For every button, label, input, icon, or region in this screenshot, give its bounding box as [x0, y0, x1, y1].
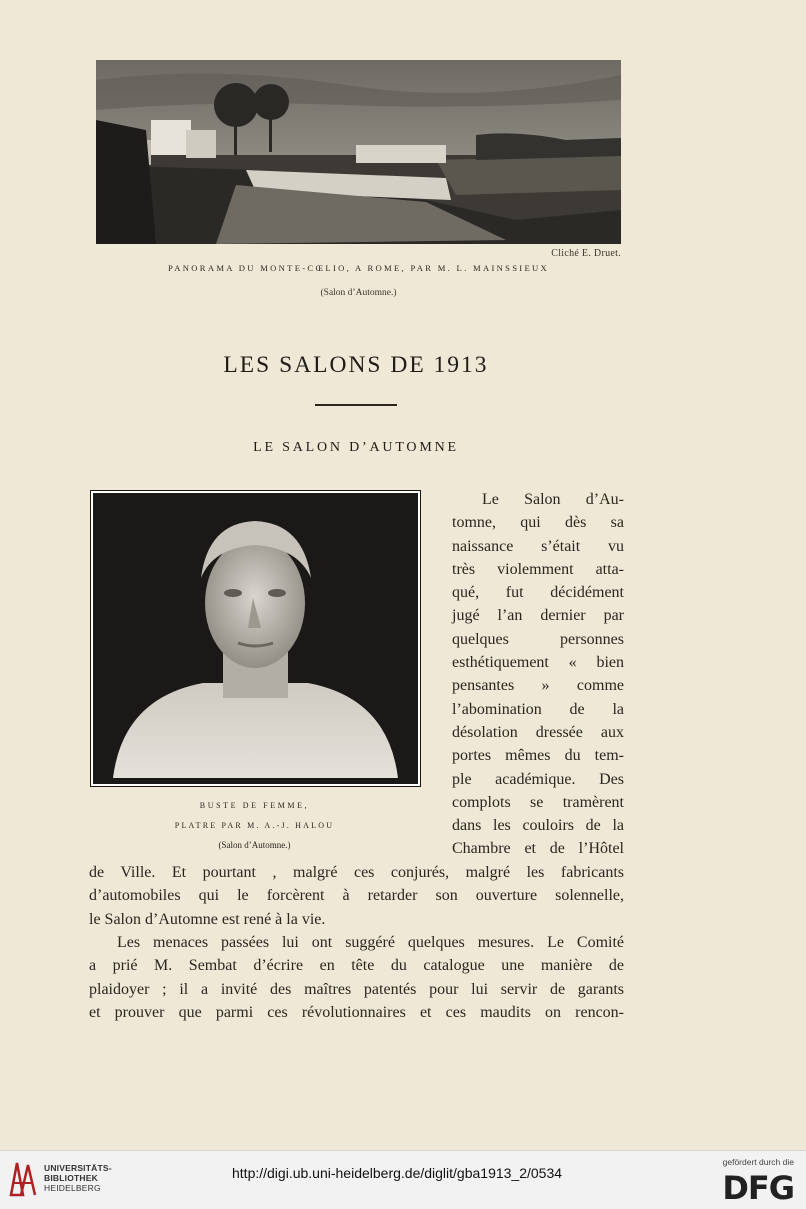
text-line: d’automobiles qui le forcèrent à retarder son ouverture solennelle, — [89, 887, 624, 905]
article-title: LES SALONS DE 1913 — [223, 352, 489, 378]
text-line: pensantes » comme — [452, 677, 624, 695]
text-line: qué, fut décidément — [452, 584, 624, 602]
landscape-caption-source: (Salon d’Automne.) — [320, 288, 397, 298]
text-line: désolation dressée aux — [452, 723, 624, 741]
text-line: plaidoyer ; il a invité des maîtres patentés pour lui servir de garants — [89, 980, 624, 998]
university-library-logo-icon[interactable] — [8, 1159, 40, 1199]
text-line: et prouver que parmi ces révolutionnaires et ces maudits on rencon- — [89, 1003, 624, 1021]
text-line: tomne, qui dès sa — [452, 514, 624, 532]
photo-credit: Cliché E. Druet. — [551, 248, 621, 259]
funding-label: gefördert durch die — [722, 1157, 794, 1167]
text-line: jugé l’an dernier par — [452, 607, 624, 625]
viewer-footer — [0, 1150, 806, 1209]
text-line: a prié M. Sembat d’écrire en tête du catalogue une manière de — [89, 957, 624, 975]
text-line: Chambre et de l’Hôtel — [452, 840, 624, 858]
uni-name-line: UNIVERSITÄTS- — [44, 1163, 112, 1173]
dfg-logo[interactable]: DFG — [722, 1169, 794, 1207]
landscape-painting-image — [96, 60, 621, 244]
landscape-caption: PANORAMA DU MONTE-CŒLIO, A ROME, PAR M. L. MAINSSIEUX — [167, 263, 550, 273]
bust-photo-image — [93, 493, 418, 784]
bust-caption-title: BUSTE DE FEMME, — [199, 801, 310, 810]
page-permalink[interactable]: http://digi.ub.uni-heidelberg.de/diglit/gba1913_2/0534 — [232, 1165, 563, 1181]
article-paragraph-1-end — [89, 861, 624, 931]
bust-illustration — [93, 493, 418, 784]
text-line: portes mêmes du tem- — [452, 747, 624, 765]
bust-caption-artist: PLATRE PAR M. A.-J. HALOU — [174, 821, 335, 830]
university-library-name[interactable] — [44, 1163, 112, 1193]
text-line: complots se tramèrent — [452, 793, 624, 811]
section-title: LE SALON D’AUTOMNE — [253, 440, 459, 455]
text-line: Les menaces passées lui ont suggéré quelques mesures. Le Comité — [117, 934, 624, 951]
uni-name-line: BIBLIOTHEK — [44, 1173, 98, 1183]
text-line: quelques personnes — [452, 630, 624, 648]
article-column-text — [452, 488, 624, 861]
title-divider — [315, 404, 397, 406]
bust-caption-source: (Salon d’Automne.) — [218, 840, 291, 850]
text-line: naissance s’était vu — [452, 537, 624, 555]
text-line: esthétiquement « bien — [452, 654, 624, 672]
landscape-illustration — [96, 60, 621, 244]
text-line: de Ville. Et pourtant , malgré ces conjurés, malgré les fabricants — [89, 864, 624, 881]
text-line: très violemment atta- — [452, 560, 624, 578]
bust-photo-frame — [90, 490, 421, 787]
text-line: ple académique. Des — [452, 770, 624, 788]
text-line: le Salon d’Automne est rené à la vie. — [89, 910, 326, 928]
text-line: Le Salon d’Au- — [482, 491, 624, 508]
uni-name-line: HEIDELBERG — [44, 1183, 101, 1193]
text-line: dans les couloirs de la — [452, 817, 624, 835]
article-paragraph-2 — [89, 931, 624, 1024]
text-line: l’abomination de la — [452, 700, 624, 718]
